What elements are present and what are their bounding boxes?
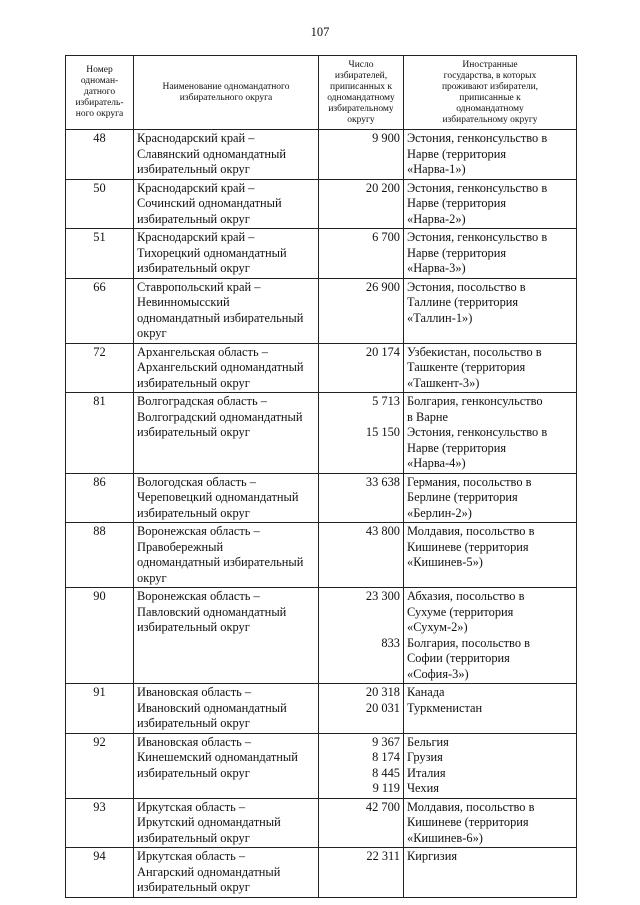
district-number: 90 [66,588,134,684]
voter-count: 23 300 [365,589,400,603]
foreign-country: Киргизия [407,849,458,863]
voter-count: 9 367 [372,734,400,749]
foreign-country-cell [404,733,577,798]
voter-count-cell [319,733,404,798]
voter-count: 15 150 [365,425,400,439]
voter-count: 833 [381,635,400,650]
table-row [66,684,577,734]
voter-count: 26 900 [365,279,400,294]
district-name: Архангельская область – Архангельский одномандатный избирательный округ [134,343,319,393]
foreign-country: Канада [407,685,445,699]
table-row [66,798,577,848]
voter-count: 9 119 [372,781,400,795]
voter-count-cell [319,343,404,393]
foreign-country: Болгария, посольство в Софии (территория «София-3») [407,635,530,681]
foreign-country: Италия [407,765,446,780]
voter-count: 20 318 [365,685,400,699]
foreign-country: Молдавия, посольство в Кишиневе (территория «Кишинев-6») [407,799,535,845]
district-number: 48 [66,130,134,180]
foreign-country: Бельгия [407,734,449,749]
foreign-country-cell [404,523,577,588]
voter-count: 33 638 [365,474,400,489]
header-district-number: Номер одноман- датного избиратель- ного округа [66,56,134,130]
voter-count: 6 700 [372,230,400,244]
district-name: Вологодская область – Череповецкий одномандатный избирательный округ [134,473,319,523]
foreign-country-cell [404,179,577,229]
district-name: Краснодарский край – Сочинский одномандатный избирательный округ [134,179,319,229]
district-number: 51 [66,229,134,279]
district-number: 93 [66,798,134,848]
voter-count-cell [319,229,404,279]
table-row [66,733,577,798]
foreign-country: Узбекистан, посольство в Ташкенте (территория «Ташкент-3») [407,344,542,390]
district-number: 88 [66,523,134,588]
district-name: Ивановская область – Ивановский одномандатный избирательный округ [134,684,319,734]
table-row [66,179,577,229]
foreign-country: Эстония, генконсульство в Нарве (территория «Нарва-3») [407,230,548,275]
table-row [66,588,577,684]
district-name: Краснодарский край – Славянский одномандатный избирательный округ [134,130,319,180]
voter-count-cell [319,473,404,523]
foreign-country: Эстония, генконсульство в Нарве (территория «Нарва-1») [407,131,548,176]
table-row [66,130,577,180]
table-row [66,229,577,279]
foreign-country-cell [404,848,577,898]
table-row [66,848,577,898]
district-name: Ивановская область – Кинешемский одномандатный избирательный округ [134,733,319,798]
voter-count-cell [319,130,404,180]
district-number: 50 [66,179,134,229]
foreign-country-cell [404,130,577,180]
header-district-name: Наименование одномандатного избирательного округа [134,56,319,130]
foreign-country: Грузия [407,750,443,764]
table-row [66,343,577,393]
voter-count: 8 445 [372,765,400,780]
foreign-country: Эстония, генконсульство в Нарве (территория «Нарва-2») [407,180,548,226]
district-name: Волгоградская область – Волгоградский одномандатный избирательный округ [134,393,319,474]
district-number: 94 [66,848,134,898]
foreign-country: Молдавия, посольство в Кишиневе (территория «Кишинев-5») [407,524,535,569]
voter-count: 5 713 [372,394,400,408]
districts-table [65,55,577,898]
district-name: Ставропольский край – Невинномысский одномандатный избирательный округ [134,278,319,343]
table-row [66,278,577,343]
foreign-country: Эстония, посольство в Таллине (территория «Таллин-1») [407,279,526,325]
voter-count-cell [319,798,404,848]
voter-count: 8 174 [372,750,400,764]
voter-count: 42 700 [365,799,400,814]
table-row [66,523,577,588]
district-number: 92 [66,733,134,798]
district-number: 91 [66,684,134,734]
foreign-country: Германия, посольство в Берлине (территория «Берлин-2») [407,474,532,520]
voter-count: 43 800 [365,524,400,538]
voter-count-cell [319,588,404,684]
voter-count-cell [319,523,404,588]
voter-count: 20 031 [365,700,400,715]
foreign-country-cell [404,473,577,523]
foreign-country-cell [404,684,577,734]
foreign-country-cell [404,798,577,848]
voter-count-cell [319,684,404,734]
foreign-country-cell [404,343,577,393]
foreign-country: Абхазия, посольство в Сухуме (территория «Сухум-2») [407,589,525,634]
page-number: 107 [310,25,330,39]
foreign-country: Чехия [407,781,439,795]
district-name: Воронежская область – Правобережный одномандатный избирательный округ [134,523,319,588]
header-foreign-countries: Иностранные государства, в которых проживают избиратели, приписанные к одномандатному избирательному округу [404,56,577,130]
foreign-country-cell [404,588,577,684]
district-number: 66 [66,278,134,343]
foreign-country: Эстония, генконсульство в Нарве (территория «Нарва-4») [407,425,548,470]
district-number: 72 [66,343,134,393]
voter-count-cell [319,393,404,474]
header-voter-count: Число избирателей, приписанных к одномандатному избирательному округу [319,56,404,130]
district-number: 81 [66,393,134,474]
voter-count-cell [319,848,404,898]
foreign-country: Болгария, генконсульство в Варне [407,394,543,424]
voter-count-cell [319,179,404,229]
table-body [66,130,577,898]
foreign-country-cell [404,278,577,343]
district-name: Иркутская область – Ангарский одномандатный избирательный округ [134,848,319,898]
district-name: Краснодарский край – Тихорецкий одномандатный избирательный округ [134,229,319,279]
voter-count: 9 900 [372,131,400,145]
foreign-country-cell [404,393,577,474]
voter-count: 22 311 [366,849,400,863]
table-header [66,56,577,130]
district-name: Иркутская область – Иркутский одномандатный избирательный округ [134,798,319,848]
voter-count: 20 174 [365,344,400,359]
foreign-country: Туркменистан [407,700,483,715]
table-row [66,473,577,523]
foreign-country-cell [404,229,577,279]
voter-count-cell [319,278,404,343]
voter-count: 20 200 [365,180,400,195]
table-row [66,393,577,474]
district-name: Воронежская область – Павловский одномандатный избирательный округ [134,588,319,684]
district-number: 86 [66,473,134,523]
